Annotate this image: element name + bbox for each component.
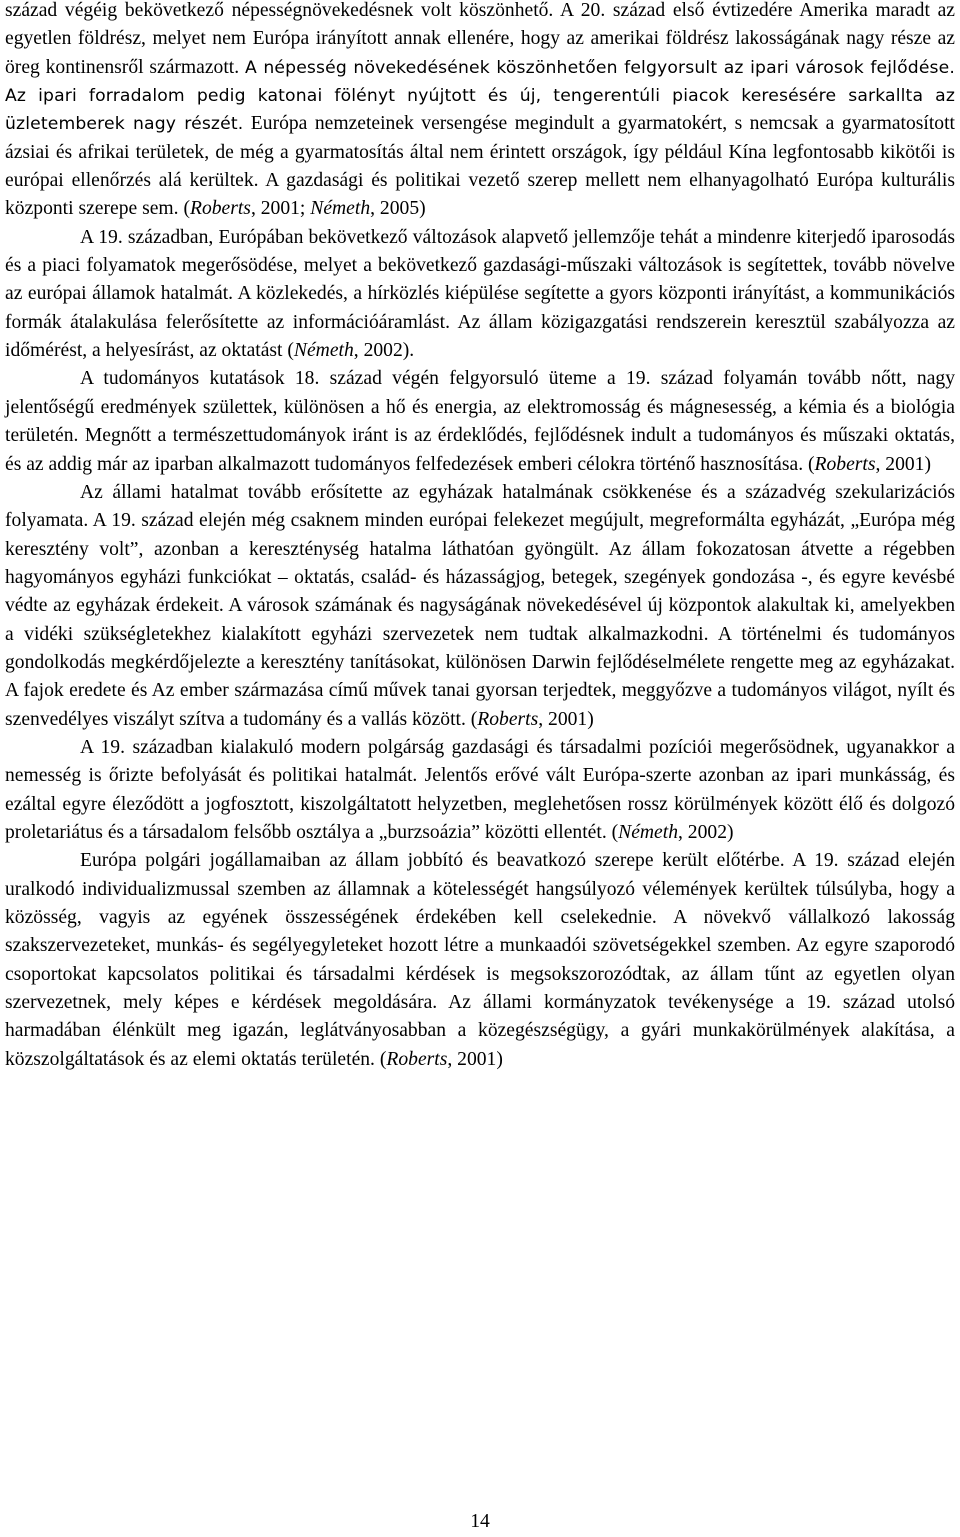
text-segment: , 2005) <box>370 198 426 220</box>
text-segment: Európa polgári jogállamaiban az állam jobbító és beavatkozó szerepe került előtérbe. A 19. század elején uralkodó individualizmussal szemben az államnak a kötelességét hangsúlyozó vélemények kerültek túlsúlyba, hogy a közösség, vagyis az egyének összességének érdekében kell cselekednie. A növekvő vállalkozó lakosság szakszervezeteket, munkás- és segélyegyleteket hozott létre a munkaadói szövetségekkel szemben. Az egyre szaporodó csoportokat kapcsolatos politikai és társadalmi kérdések is megsokszorozódtak, az állam tűnt az egyetlen olyan szervezetnek, mely képes e kérdések megoldására. Az állami kormányzatok tevékenysége a 19. század utolsó harmadában élénkült meg igazán, leglátványosabban a közegészségügy, a gyári munkakörülmények alakítása, a közszolgáltatások és az elemi oktatás területén. ( <box>5 850 955 1070</box>
citation-author: Roberts <box>814 453 876 475</box>
text-segment: , 2002) <box>678 821 734 843</box>
text-segment: A tudományos kutatások 18. század végén felgyorsuló üteme a 19. század folyamán tovább nőtt, nagy jelentőségű eredmények születtek, különösen a hő és energia, az elektromosság és mágnesesség, a kémia és a biológia területén. Megnőtt a természettudományok iránt is az érdeklődés, fejlődésnek indult a tudományos és műszaki oktatás, és az addig már az iparban alkalmazott tudományos felfedezések emberi célokra történő hasznosítása. ( <box>5 368 955 475</box>
text-segment: Az állami hatalmat tovább erősítette az egyházak hatalmának csökkenése és a századvég szekularizációs folyamata. A 19. század elején még csaknem minden európai felekezet megújult, megreformálta egyházát, „Európa még keresztény volt”, azonban a kereszténység hatalma láthatóan gyöngült. Az állam fokozatosan átvette a régebben hagyományos egyházi funkciókat – oktatás, család- és házasságjog, betegek, szegények gondozása -, és egyre kevésbé védte az egyházak érdekeit. A városok számának és nagyságának növekedésével új központok alakultak ki, amelyekben a vidéki szükségletekhez kialakított egyházi szervezetek nem tudtak alkalmazkodni. A történelmi és tudományos gondolkodás megkérdőjelezte a keresztény tanításokat, különösen Darwin fejlődéselmélete rengette meg az egyházakat. A fajok eredete és Az ember származása című művek tanai gyorsan terjedtek, meggyőzve a tudományos világot, nyílt és szenvedélyes viszályt szítva a tudomány és a vallás között. ( <box>5 481 955 730</box>
citation-author: Németh <box>293 340 354 362</box>
paragraph <box>5 224 955 366</box>
text-segment: , 2001) <box>875 453 931 475</box>
citation-author: Roberts <box>477 708 539 730</box>
citation-author: Roberts <box>386 1048 448 1070</box>
text-segment: , 2002). <box>353 340 415 362</box>
document-body <box>5 0 955 1074</box>
text-segment: , 2001) <box>538 708 594 730</box>
citation-author: Roberts <box>189 198 251 220</box>
text-segment: A 19. században kialakuló modern polgárság gazdasági és társadalmi pozíciói megerősödnek, ugyanakkor a nemesség is őrizte befolyását és politikai hatalmát. Jelentős erővé vált Európa-szerte azonban az ipari munkásság, és ezáltal egyre éleződött a jogfosztott, kiszolgáltatott helyzetben, meglehetősen rossz körülmények között élő és dolgozó proletariátus és a társadalom felsőbb osztálya a „burzsoázia” közötti ellentét. ( <box>5 736 955 843</box>
paragraph <box>5 734 955 847</box>
paragraph <box>5 847 955 1074</box>
text-segment: , 2001) <box>447 1048 503 1070</box>
text-segment: század végéig bekövetkező népességnövekedésnek volt köszönhető. A 20. század első évtizedére Amerika maradt az egyetlen földrész, melyet nem Európa irányított annak ellenére, hogy az amerikai földrész lakosságának nagy része az öreg kontinensről származott. <box>5 0 955 78</box>
citation-author: Németh <box>618 821 678 843</box>
text-segment: A 19. században, Európában bekövetkező változások alapvető jellemzője tehát a mindenre kiterjedő iparosodás és a piaci folyamatok megerősödése, melyet a bekövetkező gazdasági-műszaki változások is segítettek, tovább növelve az európai államok hatalmát. A közlekedés, a hírközlés kiépülése segítette a gyors központi irányítást, a kommunikációs formák átalakulása felerősítette az információáramlást. Az állam közigazgatási rendszerein keresztül szabályozza az időmérést, a helyesírást, az oktatást ( <box>5 226 955 362</box>
text-segment: Európa nemzeteinek versengése megindult a gyarmatokért, s nemcsak a gyarmatosított ázsiai és afrikai területek, de még a gyarmatosítás által nem érintett országok, így például Kína legfontosabb kikötői is európai ellenőrzés alá kerültek. A gazdasági és politikai vezető szerep mellett nem elhanyagolható Európa kulturális központi szerepe sem. ( <box>5 113 955 220</box>
text-segment: A népesség növekedésének köszönhetően felgyorsult az ipari városok fejlődése. Az ipari forradalom pedig katonai fölényt nyújtott és új, tengerentúli piacok keresésére sarkallta az üzletemberek nagy részét. <box>5 57 955 135</box>
paragraph <box>5 365 955 478</box>
citation-author: Németh <box>310 198 371 220</box>
page-number: 14 <box>470 1511 490 1532</box>
paragraph <box>5 0 955 224</box>
text-segment: , 2001; <box>250 198 311 220</box>
paragraph <box>5 479 955 734</box>
